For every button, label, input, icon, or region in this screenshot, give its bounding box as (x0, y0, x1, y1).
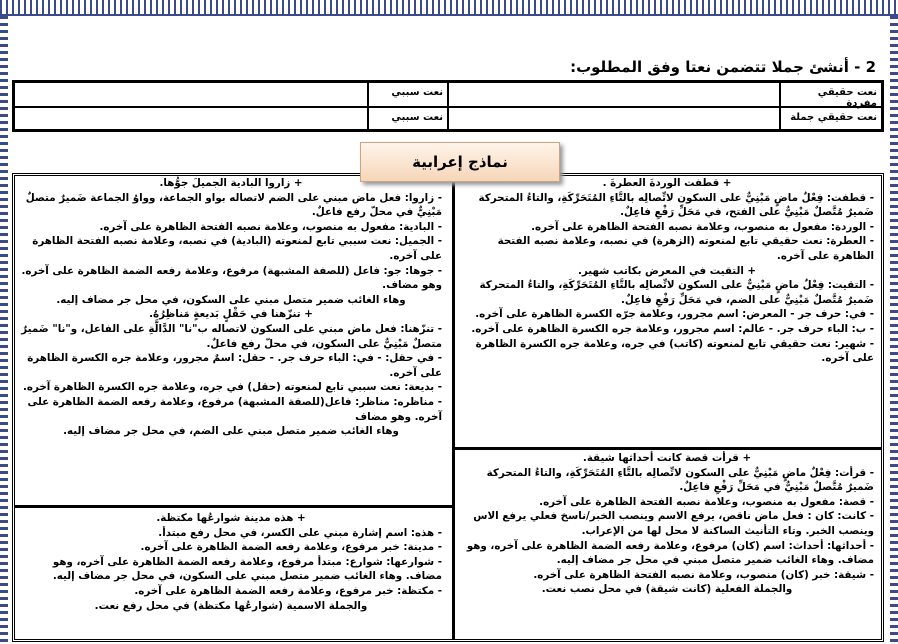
parse-line: - البادية: مفعول به منصوب، وعلامة نصبه الفتحة الظاهرة على آخره. (99, 220, 442, 233)
parse-line: - قطفت: فِعْلٌ ماضٍ مَبْنِيٌّ على السكون لاتِّصالِه بالتَّاءِ المُتَحَرِّكَةِ، والتاءُ المتحركة ضَميرٌ مُتَّصلٌ مَبْنِيٌّ على الفتح، في مَحَلِّ رَفْعِ فاعِلٌ. (478, 191, 874, 219)
parse-line: - شيقة: خبر (كان) منصوب، وعلامة نصبه الفتحة الظاهرة على آخره. (533, 568, 874, 581)
parse-line: والجملة الاسمية (شوارعُها مكتظة) في محل رفع نعت. (94, 599, 368, 612)
top-border-decoration (0, 0, 898, 16)
parse-line: - الجميل: نعت سببي تابع لمنعوته (البادية) في نصبه، وعلامة نصبه الفتحة الظاهرة على آخره. (32, 235, 442, 262)
left-border-decoration (0, 16, 8, 644)
parse-line: - قصة: مفعول به منصوب، وعلامة نصبه الفتحة الظاهرة على آخره. (539, 495, 874, 508)
parse-line: - بديعة: نعت سببي تابع لمنعوته (حقل) في جره، وعلامة جره الكسرة الظاهرة آخره. (22, 381, 442, 394)
parse-line: - في حقل: - في: الباء حرف جر. - حقل: اسمٌ مجرور، وعلامة جره الكسرة الظاهرة على آخره. (27, 352, 442, 379)
parse-line: - جوها: جو: فاعل (للصفة المشبهة) مرفوع، وعلامة رفعه الضمة الظاهرة على آخره. وهو مضاف. (21, 264, 442, 292)
example-sentence: + هذه مدينة شوارعُها مكتظة. (156, 512, 306, 524)
parse-line: - كانت: كان : فعل ماض ناقص، يرفع الاسم وينصب الخبر/ناسخ فعلي يرفع الاس وينصب الخبر. وتاء التأنيث الساكنة لا محل لها من الإعراب. (473, 510, 874, 537)
example-sentence: + زاروا البادية الجميلَ جوُّها. (159, 177, 303, 189)
task-row1-label-left: نعت سببي (369, 83, 449, 106)
parse-line: - زاروا: فعل ماض مبني على الضم لاتصاله بواو الجماعة، وواوُ الجماعة ضَميرٌ متصلٌ مَبْنِيٌّ في محلّ رفع فاعلٌ. (25, 191, 442, 219)
left-bottom-section (16, 511, 448, 639)
parse-line: - هذه: اسم إشارة مبني على الكسر، في محل رفع مبتدأ. (158, 526, 442, 539)
example-sentence: + قرأت قصة كانت أحداثها شيقة. (582, 452, 752, 464)
task-row1-label-right: نعت حقيقي مفردة (817, 87, 877, 109)
parse-line: والجملة الفعلية (كانت شيقة) في محل نصب نعت. (541, 583, 793, 596)
parse-line: - تنزّهنا: فعل ماض مبني على السكون لاتصاله ب"نا" الدَّالَّةِ على الفاعل، و"نا" ضَميرٌ متصلٌ مَبْنِيٌّ على السكون، في محلّ رفع فاعلٌ. (21, 322, 442, 350)
parse-line: - شهير: نعت حقيقي تابع لمنعوته (كاتب) في جره، وعلامة جره الكسرة الظاهرة على آخره. (475, 337, 874, 365)
section-heading: نماذج إعرابية (360, 142, 560, 182)
question-title: 2 - أنشئ جملا تتضمن نعتا وفق المطلوب: (570, 58, 876, 76)
left-top-section (16, 176, 448, 502)
right-section-divider (455, 447, 881, 450)
parse-line: وهاء الغائب ضمير متصل مبني على السكون، في محل جر مضاف إليه. (56, 293, 406, 306)
parse-line: - الوردة: مفعول به منصوب، وعلامة نصبه الفتحة الظاهرة على آخره. (531, 220, 874, 233)
task-row-1 (15, 83, 881, 109)
example-sentence: + تنزّهنا في حَقْلٍ بَديعةٍ مَناظِرُهُ. (149, 308, 313, 321)
parse-line: - التقيت: فِعْلٌ ماضٍ مَبْنِيٌّ على السكون لاتِّصالِه بالتَّاءِ المُتَحَرِّكَةِ، والتاءُ المتحركة ضَميرٌ مُتَّصلٌ مَبْنِيٌّ على الضم، في مَحَلِّ رَفْعِ فاعِلٌ. (479, 279, 874, 306)
task-row-2 (15, 106, 881, 131)
task-row1-answer-left[interactable] (15, 83, 369, 106)
parse-line: - في: حرف جر - المعرض: اسم مجرور، وعلامة جرّه الكسرة الظاهرة على آخره. (475, 308, 874, 321)
column-divider (452, 174, 455, 640)
example-sentence: + التقيت في المعرض بكاتب شهير. (577, 264, 757, 277)
parse-line: - مدينة: خبر مرفوع، وعلامة رفعه الضمة الظاهرة على آخره. (140, 541, 442, 554)
task-row2-answer-left[interactable] (15, 108, 369, 131)
right-border-decoration (890, 16, 898, 644)
right-bottom-section (456, 451, 880, 639)
parse-line: - أحداثها: أحداث: اسم (كان) مرفوع، وعلامة رفعه الضمة الظاهرة على آخره، وهو مضاف. وهاء الغائب ضمير متصل مبني في محل جر مضاف إليه. (466, 539, 874, 567)
parse-line: - مناظره: مناظر: فاعل(للصفة المشبهة) مرفوع، وعلامة رفعه الضمة الظاهرة على آخره. وهو مضاف (27, 395, 442, 423)
task-row2-label-left: نعت سببي (369, 108, 449, 131)
task-row2-label-right: نعت حقيقي جملة (790, 112, 877, 123)
left-section-divider (15, 505, 452, 508)
parse-line: وهاء الغائب ضمير متصل مبني على الضم، في محل جر مضاف إليه. (63, 425, 399, 438)
parse-line: - مكتظة: خبر مرفوع، وعلامة رفعه الضمة الظاهرة على آخره. (134, 584, 442, 597)
task-row2-answer-right[interactable] (449, 108, 781, 131)
right-top-section (456, 176, 880, 446)
parse-line: - ب: الباء حرف جر. - عالم: اسم مجرور، وعلامة جره الكسرة الظاهرة على آخره. (471, 322, 874, 335)
parse-line: - العطرة: نعت حقيقي تابع لمنعوته (الزهرة) في نصبه، وعلامة نصبه الفتحة الظاهرة على آخره. (497, 235, 874, 262)
parse-line: - قرأت: فِعْلٌ ماضٍ مَبْنِيٌّ على السكون لاتِّصالِه بالتَّاءِ المُتَحَرِّكَةِ، والتاءُ المتحركة ضَميرٌ مُتَّصلٌ مَبْنِيٌّ في مَحَلِّ رَفْعِ فاعِلٌ. (486, 466, 874, 494)
task-row1-answer-right[interactable] (449, 83, 781, 106)
parse-line: - شوارعها: شوارع: مبتدأ مرفوع، وعلامة رفعه الضمة الظاهرة على آخره، وهو مضاف. وهاء الغائب ضمير متصل مبني على السكون، في محل جر مضاف إليه. (52, 555, 442, 583)
example-sentence: + قطفت الوردةَ العطرةَ . (602, 177, 732, 189)
task-table (12, 80, 884, 132)
